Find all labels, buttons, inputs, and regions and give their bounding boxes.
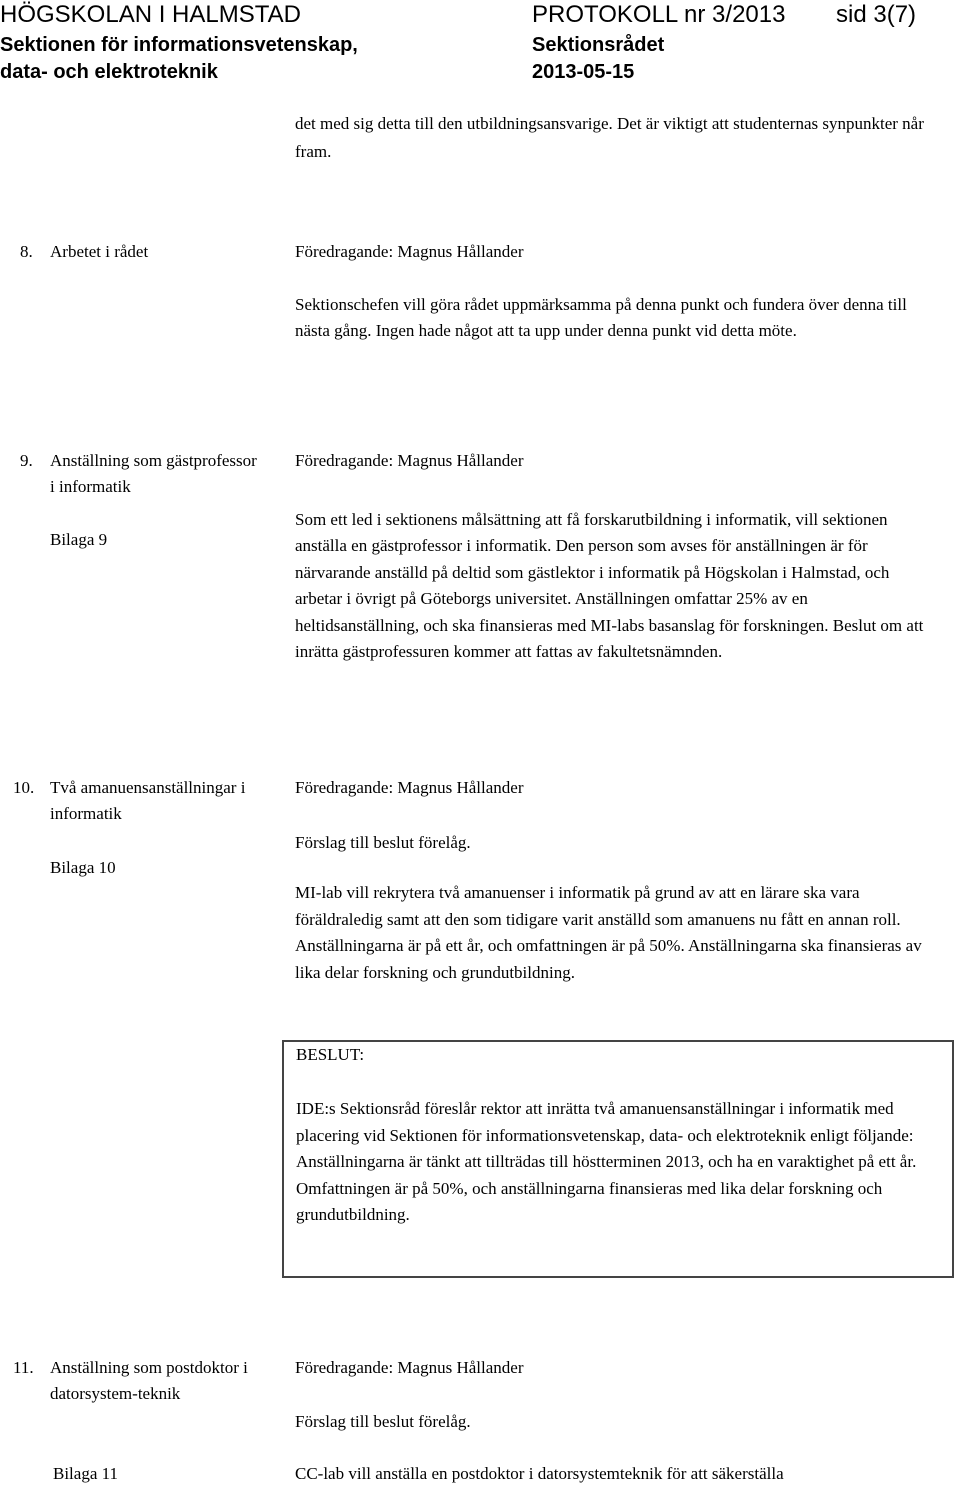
item-body (295, 448, 925, 666)
decision-paragraph-2: Anställningarna är tänkt att tillträdas till höstterminen 2013, och ha en varaktighet på ett år. Omfattningen är på 50%, och anställningarna finansieras med lika delar forskning och grundutbildning. (296, 1152, 917, 1224)
item-text: Som ett led i sektionens målsättning att få forskarutbildning i informatik, vill sektionen anställa en gästprofessor i informatik. Den person som avses för anställningen är för närvarande anställd på deltid som gästlektor i informatik på Högskolan i Halmstad, och arbetar i övrigt på Göteborgs universitet. Anställningen omfattar 25% av en heltidsanställning, och ska finansieras med MI-labs basanslag för forskningen. Beslut om att inrätta gästprofessuren kommer att fattas av fakultetsnämnden. (295, 509, 924, 661)
item-text: Sektionschefen vill göra rådet uppmärksamma på denna punkt och fundera över denna till nästa gång. Ingen hade något att ta upp under denna punkt vid detta möte. (295, 294, 907, 340)
presenter: Föredragande: Magnus Hållander (295, 451, 524, 470)
presenter: Föredragande: Magnus Hållander (295, 242, 524, 261)
attachment-label: Bilaga 11 (53, 1464, 118, 1483)
item-number: 10. (13, 778, 35, 797)
item-number: 8. (20, 242, 33, 261)
item-body (295, 775, 925, 986)
department-line-1: Sektionen för informationsvetenskap, (0, 34, 358, 56)
item-body (295, 239, 925, 345)
decision-paragraph-1: IDE:s Sektionsråd föreslår rektor att inrätta två amanuensanställningar i informatik med placering vid Sektionen för informationsvetenskap, data- och elektroteknik enligt följande: (296, 1099, 914, 1145)
department-line-2: data- och elektroteknik (0, 61, 218, 83)
item-title: Två amanuensanställningar i informatik (50, 778, 246, 823)
attachment-label: Bilaga 10 (50, 858, 116, 877)
proposal-text: Förslag till beslut förelåg. (295, 1411, 471, 1431)
school-name: HÖGSKOLAN I HALMSTAD (0, 1, 301, 28)
item-number: 9. (20, 451, 33, 470)
decision-label: BESLUT: (296, 1045, 365, 1064)
attachment-label: Bilaga 9 (50, 530, 108, 549)
intro-paragraph: det med sig detta till den utbildningsansvarige. Det är viktigt att studenternas synpunkter når fram. (295, 114, 924, 161)
page-number: sid 3(7) (836, 1, 917, 28)
presenter: Föredragande: Magnus Hållander (295, 778, 524, 797)
item-title: Anställning som postdoktor i datorsystem-teknik (50, 1358, 248, 1403)
decision-box (282, 1040, 954, 1278)
decision-text (296, 1096, 936, 1229)
item-number: 11. (13, 1358, 34, 1377)
item-text: CC-lab vill anställa en postdoktor i datorsystemteknik för att säkerställa (295, 1464, 784, 1483)
meeting-date: 2013-05-15 (532, 61, 635, 83)
board-name: Sektionsrådet (532, 34, 665, 56)
item-body (295, 1355, 925, 1488)
page-header (0, 0, 960, 90)
proposal-text: Förslag till beslut förelåg. (295, 832, 471, 852)
item-title: Anställning som gästprofessor i informatik (50, 451, 257, 496)
presenter: Föredragande: Magnus Hållander (295, 1358, 524, 1377)
item-title: Arbetet i rådet (50, 242, 149, 261)
item-text: MI-lab vill rekrytera två amanuenser i informatik på grund av att en lärare ska vara föräldraledig samt att den som tidigare varit anställd som amanuens nu fått en annan roll. Anställningarna är på ett år, och omfattningen är på 50%. Anställningarna ska finansieras av lika delar forskning och grundutbildning. (295, 883, 922, 982)
protocol-number: PROTOKOLL nr 3/2013 (532, 1, 786, 28)
